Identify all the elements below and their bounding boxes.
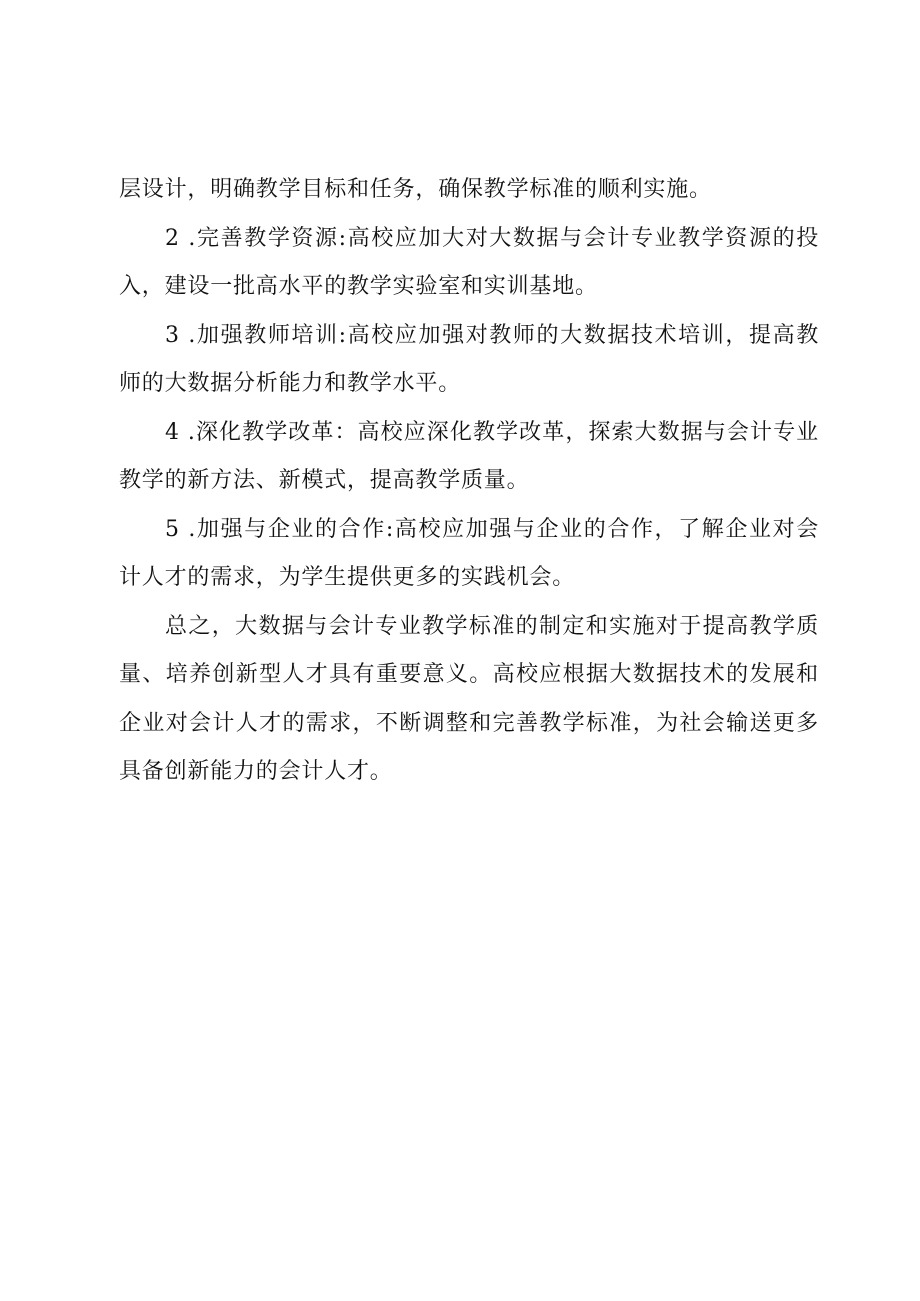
paragraph-conclusion: 总之，大数据与会计专业教学标准的制定和实施对于提高教学质量、培养创新型人才具有重要意义。高校应根据大数据技术的发展和企业对会计人才的需求，不断调整和完善教学标准，为社会输送更多具备创新能力的会计人才。 bbox=[119, 613, 819, 784]
paragraph-item-3: 3 .加强教师培训:高校应加强对教师的大数据技术培训，提高教师的大数据分析能力和教学水平。 bbox=[119, 322, 819, 396]
paragraph-continuation: 层设计，明确教学目标和任务，确保教学标准的顺利实施。 bbox=[119, 177, 712, 202]
paragraph-item-4: 4 .深化教学改革：高校应深化教学改革，探索大数据与会计专业教学的新方法、新模式，提高教学质量。 bbox=[119, 419, 819, 493]
paragraph-item-5: 5 .加强与企业的合作:高校应加强与企业的合作，了解企业对会计人才的需求，为学生提供更多的实践机会。 bbox=[119, 516, 819, 590]
paragraph-item-2: 2 .完善教学资源:高校应加大对大数据与会计专业教学资源的投入，建设一批高水平的教学实验室和实训基地。 bbox=[119, 225, 819, 299]
document-body bbox=[119, 166, 819, 797]
